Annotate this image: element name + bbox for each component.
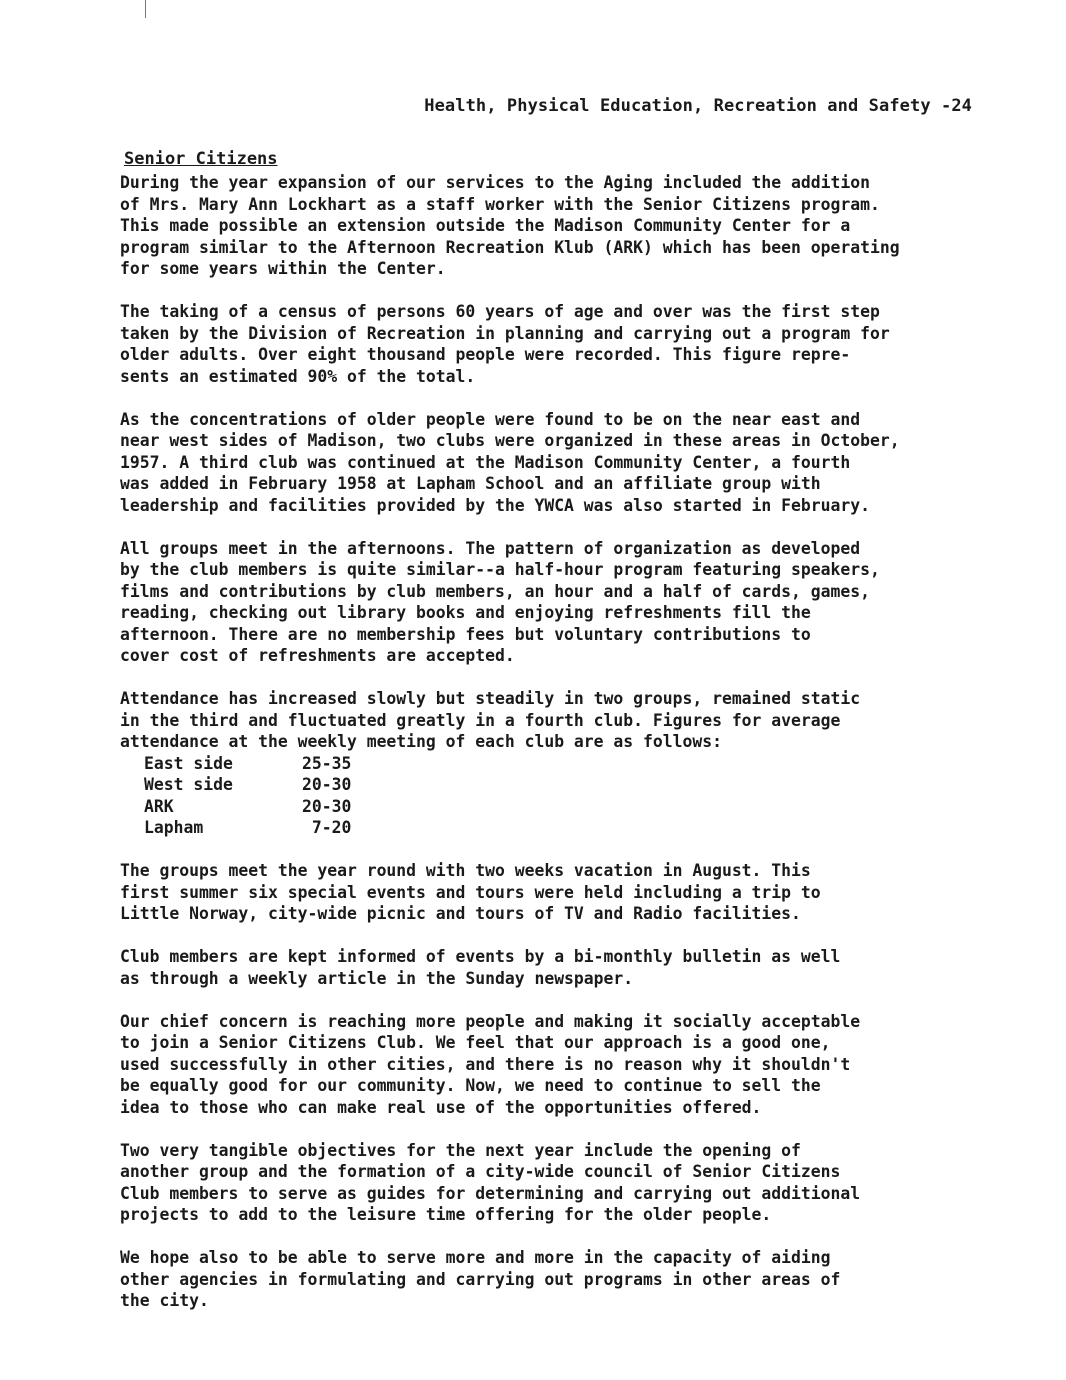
club-name: West side xyxy=(144,775,233,794)
text-line: used successfully in other cities, and there is no reason why it shouldn't xyxy=(120,1054,851,1074)
text-line: by the club members is quite similar--a half-hour program featuring speakers, xyxy=(120,560,880,579)
paragraph-gap xyxy=(120,1226,980,1248)
text-line: other agencies in formulating and carrying out programs in other areas of xyxy=(120,1269,841,1289)
paragraph-gap xyxy=(120,387,980,409)
paragraph xyxy=(120,409,980,517)
text-line: Two very tangible objectives for the next year include the opening of xyxy=(120,1140,801,1160)
paragraphs-before-table xyxy=(120,172,980,753)
text-line: sents an estimated 90% of the total. xyxy=(120,366,476,386)
text-line: Club members are kept informed of events by a bi-monthly bulletin as well xyxy=(120,947,841,966)
text-line: Club members to serve as guides for determining and carrying out additional xyxy=(120,1183,861,1203)
text-line: for some years within the Center. xyxy=(120,259,446,278)
club-name: ARK xyxy=(144,796,174,816)
text-line: leadership and facilities provided by the YWCA was also started in February. xyxy=(120,495,870,515)
text-line: afternoon. There are no membership fees but voluntary contributions to xyxy=(120,624,811,644)
text-line: taken by the Division of Recreation in planning and carrying out a program for xyxy=(120,323,890,343)
text-line: The taking of a census of persons 60 years of age and over was the first step xyxy=(120,302,880,321)
attendance-range: 20-30 xyxy=(302,775,352,794)
text-line: films and contributions by club members, an hour and a half of cards, games, xyxy=(120,581,870,601)
paragraph-gap xyxy=(120,516,980,538)
attendance-row xyxy=(144,817,351,839)
attendance-range: 20-30 xyxy=(302,796,352,816)
paragraph xyxy=(120,1247,980,1312)
club-name: East side xyxy=(144,753,233,773)
text-line: be equally good for our community. Now, we need to continue to sell the xyxy=(120,1076,821,1095)
paragraph xyxy=(120,1011,980,1119)
margin-mark xyxy=(145,0,146,18)
paragraph-gap xyxy=(120,667,980,689)
text-line: projects to add to the leisure time offering for the older people. xyxy=(120,1205,772,1224)
attendance-row xyxy=(144,753,351,775)
paragraph xyxy=(120,946,980,989)
text-line: 1957. A third club was continued at the Madison Community Center, a fourth xyxy=(120,452,851,472)
page-header: Health, Physical Education, Recreation and Safety -24 xyxy=(424,96,972,116)
text-line: This made possible an extension outside the Madison Community Center for a xyxy=(120,216,851,235)
attendance-range: 7-20 xyxy=(302,818,352,837)
document-body xyxy=(120,172,980,1312)
text-line: was added in February 1958 at Lapham School and an affiliate group with xyxy=(120,474,821,493)
attendance-range: 25-35 xyxy=(302,753,352,773)
attendance-table xyxy=(144,753,351,839)
paragraph-gap xyxy=(120,1118,980,1140)
text-line: program similar to the Afternoon Recreation Klub (ARK) which has been operating xyxy=(120,237,900,257)
text-line: first summer six special events and tours were held including a trip to xyxy=(120,882,821,902)
text-line: During the year expansion of our services to the Aging included the addition xyxy=(120,173,870,192)
paragraph xyxy=(120,1140,980,1226)
paragraph xyxy=(120,172,980,280)
text-line: idea to those who can make real use of the opportunities offered. xyxy=(120,1097,762,1117)
text-line: older adults. Over eight thousand people were recorded. This figure repre- xyxy=(120,345,851,364)
text-line: as through a weekly article in the Sunday newspaper. xyxy=(120,968,634,988)
text-line: All groups meet in the afternoons. The pattern of organization as developed xyxy=(120,538,861,558)
section-title: Senior Citizens xyxy=(124,149,278,169)
text-line: We hope also to be able to serve more and more in the capacity of aiding xyxy=(120,1248,831,1267)
text-line: to join a Senior Citizens Club. We feel that our approach is a good one, xyxy=(120,1033,831,1052)
paragraph-gap xyxy=(120,989,980,1011)
text-line: of Mrs. Mary Ann Lockhart as a staff worker with the Senior Citizens program. xyxy=(120,194,880,214)
text-line: another group and the formation of a city-wide council of Senior Citizens xyxy=(120,1162,841,1181)
text-line: in the third and fluctuated greatly in a fourth club. Figures for average xyxy=(120,710,841,730)
text-line: cover cost of refreshments are accepted. xyxy=(120,646,515,665)
paragraph xyxy=(120,301,980,387)
attendance-row xyxy=(144,796,351,818)
paragraph-gap xyxy=(120,839,980,861)
text-line: reading, checking out library books and enjoying refreshments fill the xyxy=(120,603,811,622)
club-name: Lapham xyxy=(144,818,204,837)
attendance-row xyxy=(144,774,351,796)
text-line: the city. xyxy=(120,1291,209,1310)
paragraph xyxy=(120,860,980,925)
text-line: As the concentrations of older people were found to be on the near east and xyxy=(120,409,861,429)
text-line: attendance at the weekly meeting of each club are as follows: xyxy=(120,732,722,751)
text-line: Attendance has increased slowly but steadily in two groups, remained static xyxy=(120,689,861,708)
paragraphs-after-table xyxy=(120,860,980,1312)
text-line: near west sides of Madison, two clubs were organized in these areas in October, xyxy=(120,431,900,450)
paragraph-gap xyxy=(120,280,980,302)
paragraph xyxy=(120,538,980,667)
text-line: Little Norway, city-wide picnic and tours of TV and Radio facilities. xyxy=(120,904,801,923)
text-line: The groups meet the year round with two weeks vacation in August. This xyxy=(120,861,811,880)
text-line: Our chief concern is reaching more people and making it socially acceptable xyxy=(120,1011,861,1031)
paragraph-gap xyxy=(120,925,980,947)
paragraph xyxy=(120,688,980,753)
